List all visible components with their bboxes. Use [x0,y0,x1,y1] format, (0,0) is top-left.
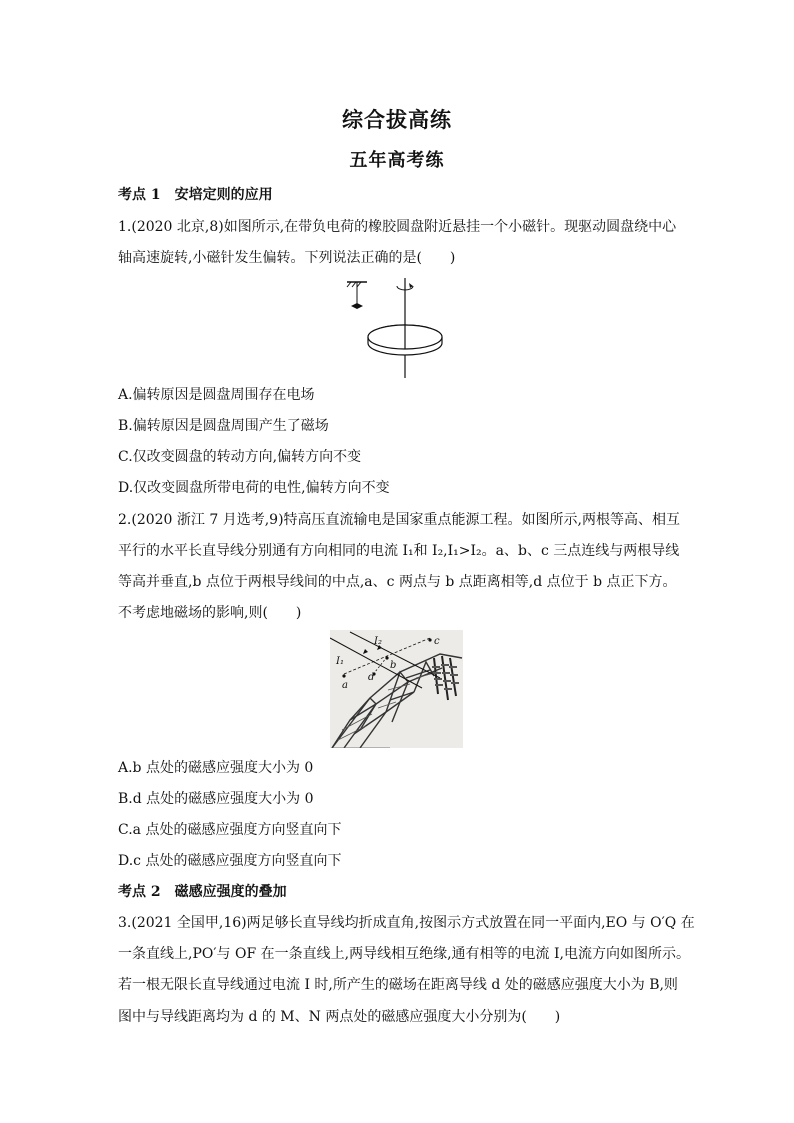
q2-stem-line-1: 2.(2020 浙江 7 月选考,9)特高压直流输电是国家重点能源工程。如图所示,两根等高、相互 [118,512,680,528]
q2-option-b: B.d 点处的磁感应强度大小为 0 [118,791,314,807]
q2-option-a: A.b 点处的磁感应强度大小为 0 [118,760,314,776]
q1-stem-line-1: 1.(2020 北京,8)如图所示,在带负电荷的橡胶圆盘附近悬挂一个小磁针。现驱动圆盘绕中心 [118,219,677,235]
q2-option-d: D.c 点处的磁感应强度方向竖直向下 [118,853,342,869]
q1-option-c: C.仅改变圆盘的转动方向,偏转方向不变 [118,449,362,465]
q2-option-c: C.a 点处的磁感应强度方向竖直向下 [118,822,342,838]
q3-stem-line-1: 3.(2021 全国甲,16)两足够长直导线均折成直角,按图示方式放置在同一平面内,EO 与 O′Q 在 [118,915,695,931]
q1-option-b: B.偏转原因是圆盘周围产生了磁场 [118,418,329,434]
section-heading-2: 考点 2 磁感应强度的叠加 [118,884,287,900]
q3-stem-line-4: 图中与导线距离均为 d 的 M、N 两点处的磁感应强度大小分别为( ) [118,1009,561,1025]
q2-figure-power-lines [330,630,463,748]
label-b: b [390,660,397,671]
section-heading-1: 考点 1 安培定则的应用 [118,187,273,203]
page-title: 综合拔高练 [342,107,452,132]
q1-option-d: D.仅改变圆盘所带电荷的电性,偏转方向不变 [118,480,390,496]
label-i1: I₁ [336,656,344,667]
label-i2: I₂ [374,636,382,647]
label-c: c [434,636,440,647]
q2-stem-line-2: 平行的水平长直导线分别通有方向相同的电流 I₁和 I₂,I₁>I₂。a、b、c 三点连线与两根导线 [118,543,680,559]
q2-stem-line-3: 等高并垂直,b 点位于两根导线间的中点,a、c 两点与 b 点距离相等,d 点位于 b 点正下方。 [118,574,677,590]
q1-option-a: A.偏转原因是圆盘周围存在电场 [118,387,315,403]
q3-stem-line-2: 一条直线上,PO′与 OF 在一条直线上,两导线相互绝缘,通有相等的电流 I,电流方向如图所示。 [118,946,690,962]
q3-stem-line-3: 若一根无限长直导线通过电流 I 时,所产生的磁场在距离导线 d 处的磁感应强度大小为 B,则 [118,977,678,993]
label-a: a [342,680,348,691]
q1-stem-line-2: 轴高速旋转,小磁针发生偏转。下列说法正确的是( ) [118,250,456,266]
q1-figure-disk [340,276,460,380]
label-d: d [368,672,375,683]
q2-stem-line-4: 不考虑地磁场的影响,则( ) [118,605,302,621]
page-subtitle: 五年高考练 [349,150,445,171]
